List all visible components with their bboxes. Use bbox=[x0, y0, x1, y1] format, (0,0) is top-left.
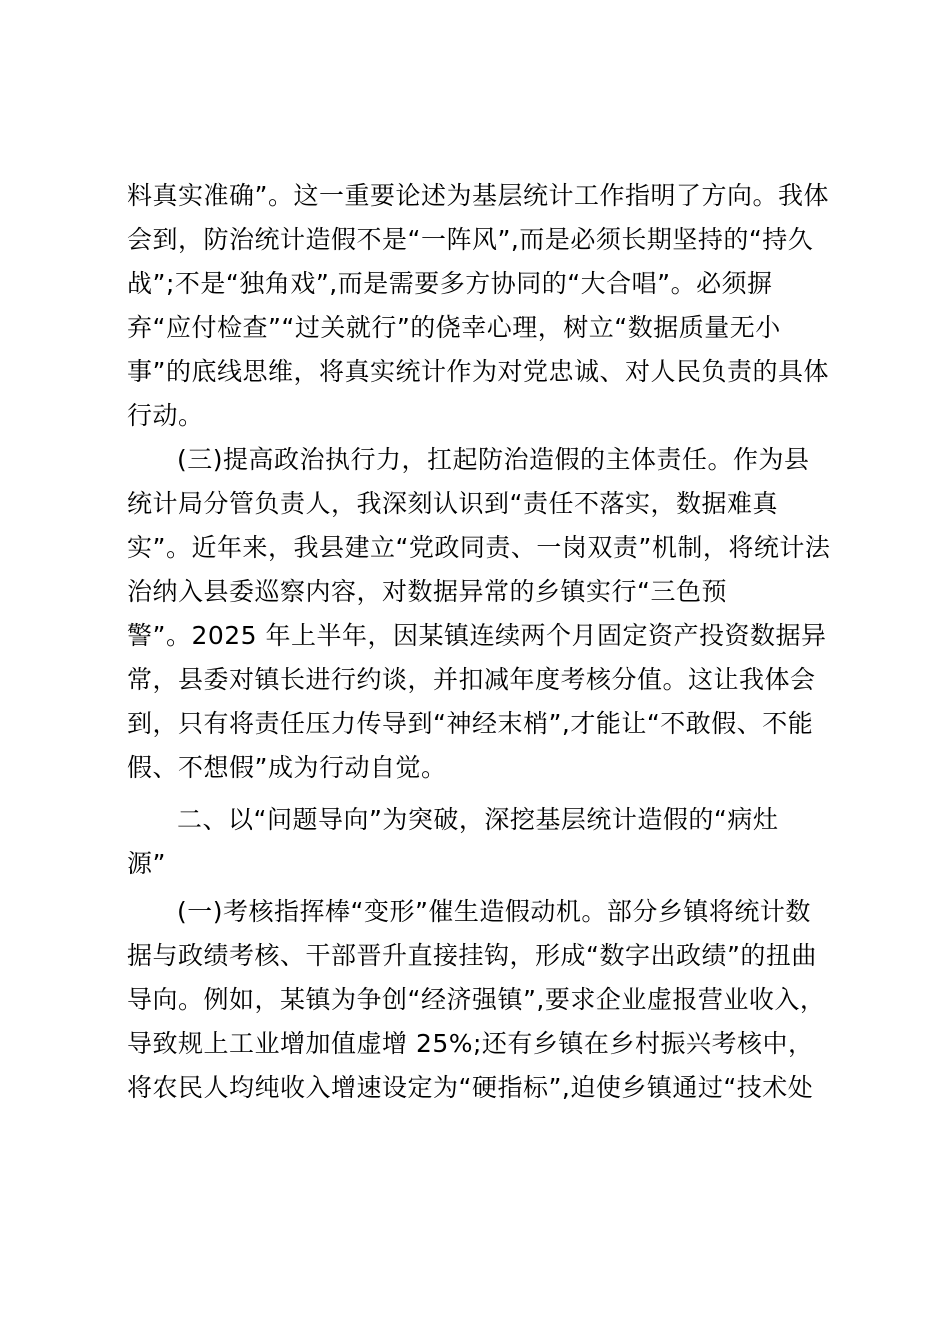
text-line: 料真实准确”。这一重要论述为基层统计工作指明了方向。我体 bbox=[127, 181, 829, 210]
section-heading-2: 二、以“问题导向”为突破，深挖基层统计造假的“病灶 bbox=[177, 805, 779, 834]
text-line: 常，县委对镇长进行约谈，并扣减年度考核分值。这让我体会 bbox=[127, 665, 816, 694]
text-line: 统计局分管负责人，我深刻认识到“责任不落实，数据难真 bbox=[127, 489, 778, 518]
text-line: 实”。近年来，我县建立“党政同责、一岗双责”机制，将统计法 bbox=[127, 533, 831, 562]
text-line: 警”。2025 年上半年，因某镇连续两个月固定资产投资数据异 bbox=[127, 621, 827, 650]
paragraph-heading-3: (三)提高政治执行力，扛起防治造假的主体责任。作为县 bbox=[177, 445, 810, 474]
paragraph-heading-1: (一)考核指挥棒“变形”催生造假动机。部分乡镇将统计数 bbox=[177, 897, 811, 926]
text-line: 假、不想假”成为行动自觉。 bbox=[127, 753, 447, 782]
text-line: 行动。 bbox=[127, 401, 204, 430]
text-line: 会到，防治统计造假不是“一阵风”,而是必须长期坚持的“持久 bbox=[127, 225, 814, 254]
text-line: 导致规上工业增加值虚增 25%;还有乡镇在乡村振兴考核中， bbox=[127, 1029, 814, 1058]
section-heading-continuation: 源” bbox=[127, 849, 166, 878]
text-line: 弃“应付检查”“过关就行”的侥幸心理，树立“数据质量无小 bbox=[127, 313, 781, 342]
text-line: 将农民人均纯收入增速设定为“硬指标”,迫使乡镇通过“技术处 bbox=[127, 1073, 814, 1102]
text-line: 据与政绩考核、干部晋升直接挂钩，形成“数字出政绩”的扭曲 bbox=[127, 941, 817, 970]
text-line: 治纳入县委巡察内容，对数据异常的乡镇实行“三色预 bbox=[127, 577, 727, 606]
text-line: 战”;不是“独角戏”,而是需要多方协同的“大合唱”。必须摒 bbox=[127, 269, 773, 298]
text-line: 到，只有将责任压力传导到“神经末梢”,才能让“不敢假、不能 bbox=[127, 709, 814, 738]
text-line: 导向。例如，某镇为争创“经济强镇”,要求企业虚报营业收入， bbox=[127, 985, 826, 1014]
text-line: 事”的底线思维，将真实统计作为对党忠诚、对人民负责的具体 bbox=[127, 357, 829, 386]
